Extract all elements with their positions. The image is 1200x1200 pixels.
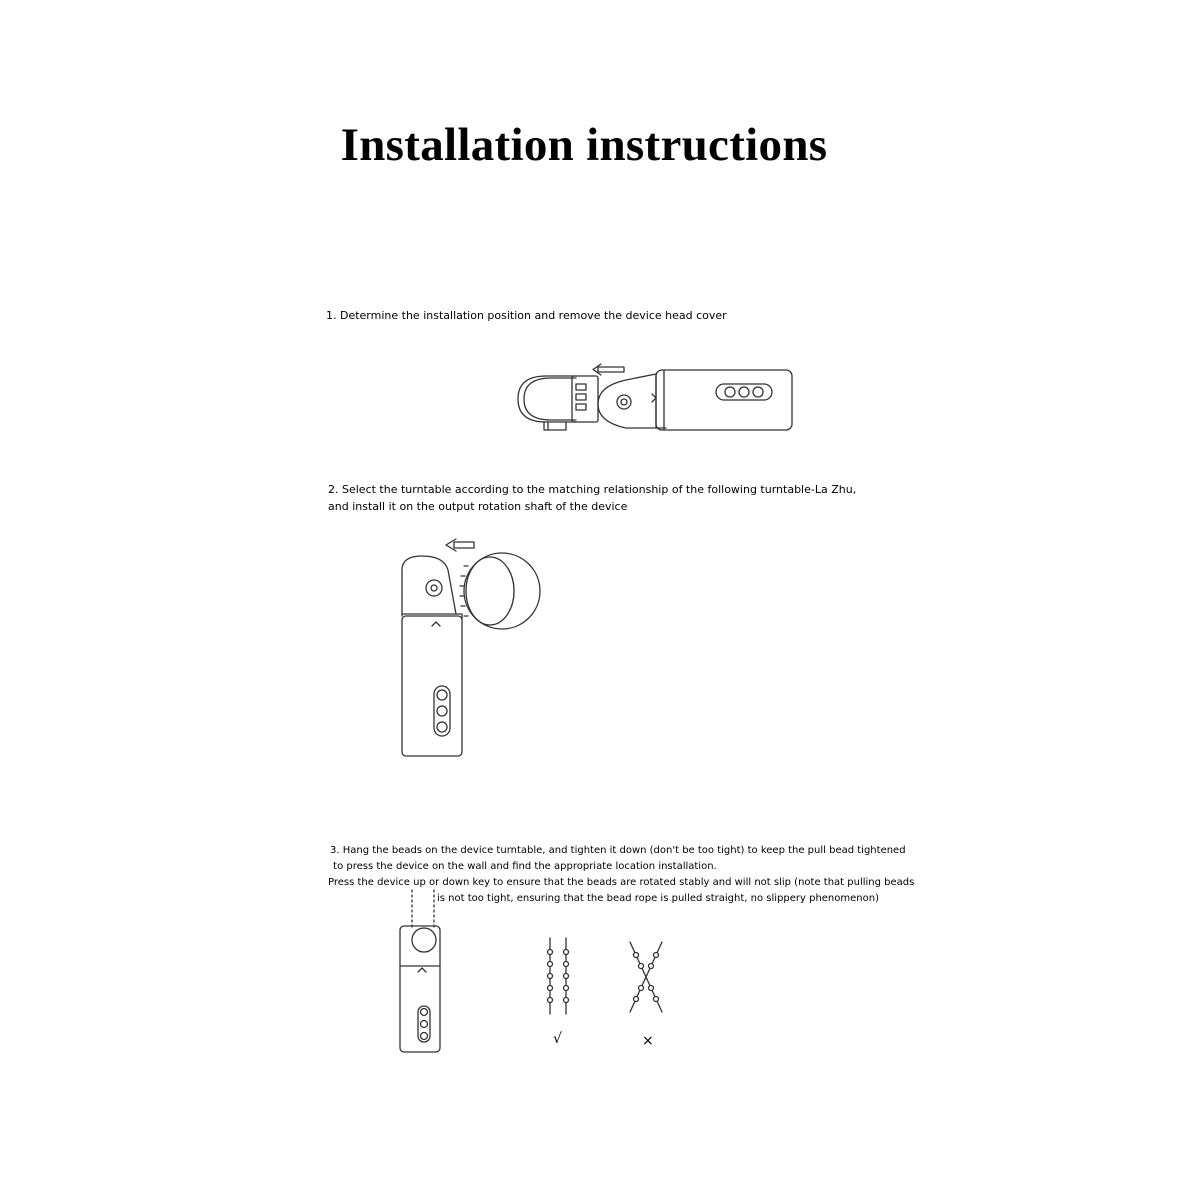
step-2-illustration: [398, 536, 578, 766]
step-3-line-4: is not too tight, ensuring that the bead rope is pulled straight, no slippery phenomenon): [437, 893, 879, 904]
step-1-illustration: [516, 364, 856, 444]
arrow-left-icon: [593, 364, 624, 375]
device-icon: [402, 556, 462, 756]
arrow-left-icon: [446, 539, 474, 551]
wrong-mark: ×: [642, 1033, 654, 1049]
bead-chain-icon: [548, 938, 569, 1014]
step-3-line-1: 3. Hang the beads on the device turntable, and tighten it down (don't be too tight) to keep the pull bead tightened: [330, 845, 906, 856]
device-icon: [400, 926, 440, 1052]
step-2-line-2: and install it on the output rotation shaft of the device: [328, 500, 628, 513]
device-icon: [598, 370, 792, 430]
bead-chain-icon: [412, 890, 434, 928]
correct-chain-illustration: [544, 936, 574, 1016]
step-3-device-illustration: [398, 888, 458, 1058]
correct-mark: √: [553, 1031, 562, 1047]
step-1-text: [326, 307, 727, 324]
step-1-line-1: 1. Determine the installation position and remove the device head cover: [326, 309, 727, 322]
step-2-line-1: 2. Select the turntable according to the matching relationship of the following turntable-La Zhu,: [328, 483, 857, 496]
step-3-line-3: Press the device up or down key to ensure that the beads are rotated stably and will not slip (note that pulling beads: [328, 877, 915, 888]
head-cover-icon: [518, 376, 598, 430]
page-title: Installation instructions: [340, 119, 828, 171]
bead-chain-icon: [630, 942, 662, 1012]
step-2-text: [328, 481, 856, 515]
turntable-icon: [460, 553, 540, 629]
wrong-chain-illustration: [626, 938, 666, 1018]
step-3-line-2: to press the device on the wall and find the appropriate location installation.: [330, 861, 717, 872]
